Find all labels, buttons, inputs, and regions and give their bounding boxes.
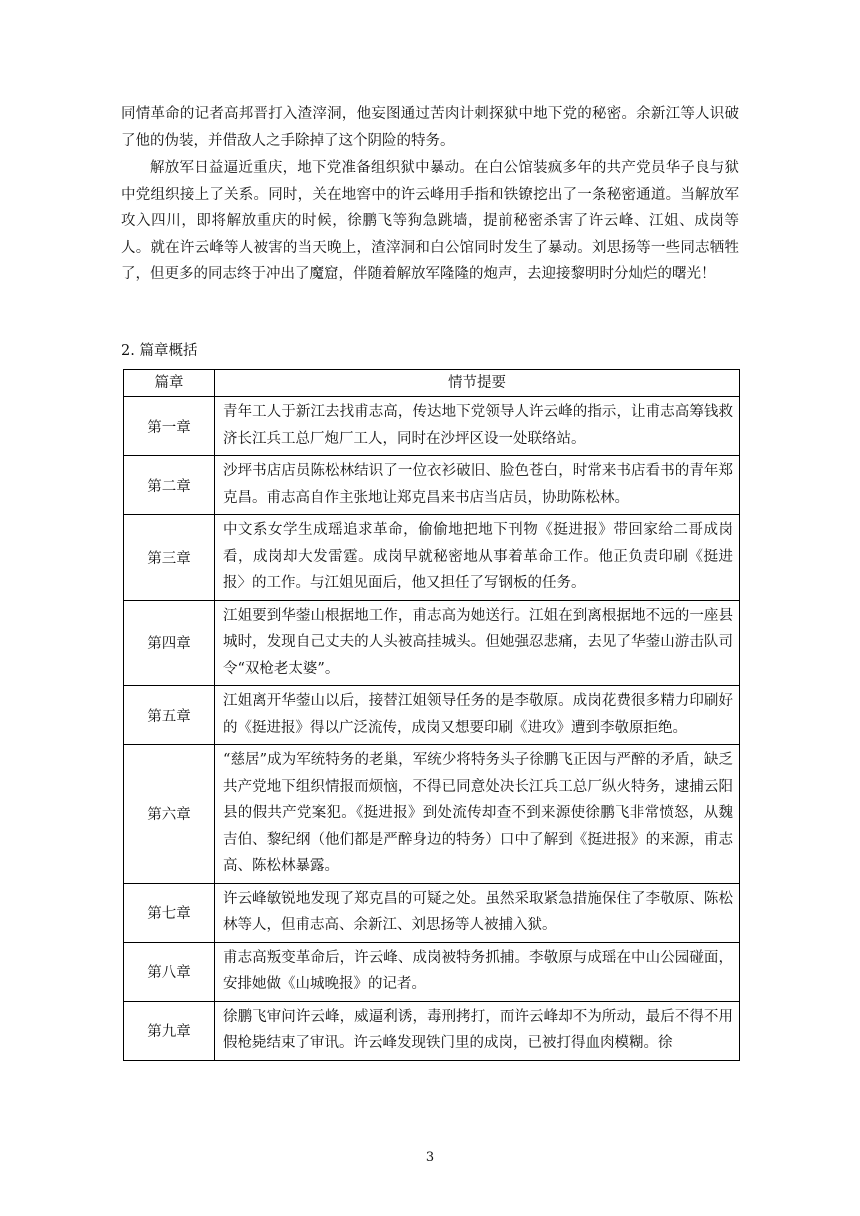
summary-cell: 青年工人于新江去找甫志高，传达地下党领导人许云峰的指示，让甫志高筹钱救济长江兵工总厂炮厂工人，同时在沙坪区设一处联络站。 bbox=[215, 397, 740, 456]
chapter-cell: 第二章 bbox=[124, 456, 215, 515]
header-summary: 情节提要 bbox=[215, 370, 740, 397]
section-heading: 2. 篇章概括 bbox=[121, 343, 198, 359]
table-row bbox=[124, 600, 740, 686]
table-row bbox=[124, 686, 740, 745]
table-row bbox=[124, 745, 740, 884]
chapter-cell: 第六章 bbox=[124, 745, 215, 884]
chapter-cell: 第八章 bbox=[124, 942, 215, 1001]
table-row bbox=[124, 883, 740, 942]
summary-cell: 江姐要到华蓥山根据地工作，甫志高为她送行。江姐在到离根据地不远的一座县城时，发现自己丈夫的人头被高挂城头。但她强忍悲痛，去见了华蓥山游击队司令“双枪老太婆”。 bbox=[215, 600, 740, 686]
table-row bbox=[124, 942, 740, 1001]
summary-cell: 甫志高叛变革命后，许云峰、成岗被特务抓捕。李敬原与成瑶在中山公园碰面，安排她做《山城晚报》的记者。 bbox=[215, 942, 740, 1001]
chapter-cell: 第九章 bbox=[124, 1001, 215, 1060]
summary-cell: “慈居”成为军统特务的老巢，军统少将特务头子徐鹏飞正因与严醉的矛盾，缺乏共产党地下组织情报而烦恼，不得已同意处决长江兵工总厂纵火特务，逮捕云阳县的假共产党案犯。《挺进报》到处流传却查不到来源使徐鹏飞非常愤怒，从魏吉伯、黎纪纲（他们都是严醉身边的特务）口中了解到《挺进报》的来源，甫志高、陈松林暴露。 bbox=[215, 745, 740, 884]
paragraph-2: 解放军日益逼近重庆，地下党准备组织狱中暴动。在白公馆装疯多年的共产党员华子良与狱中党组织接上了关系。同时，关在地窖中的许云峰用手指和铁镣挖出了一条秘密通道。当解放军攻入四川，即将解放重庆的时候，徐鹏飞等狗急跳墙，提前秘密杀害了许云峰、江姐、成岗等人。就在许云峰等人被害的当天晚上，渣滓洞和白公馆同时发生了暴动。刘思扬等一些同志牺牲了，但更多的同志终于冲出了魔窟，伴随着解放军隆隆的炮声，去迎接黎明时分灿烂的曙光！ bbox=[121, 160, 739, 282]
summary-cell: 江姐离开华蓥山以后，接替江姐领导任务的是李敬原。成岗花费很多精力印刷好的《挺进报》得以广泛流传，成岗又想要印刷《进攻》遭到李敬原拒绝。 bbox=[215, 686, 740, 745]
summary-cell: 徐鹏飞审问许云峰，威逼利诱，毒刑拷打，而许云峰却不为所动，最后不得不用假枪毙结束了审讯。许云峰发现铁门里的成岗，已被打得血肉模糊。徐 bbox=[215, 1001, 740, 1060]
table-row bbox=[124, 456, 740, 515]
chapter-cell: 第四章 bbox=[124, 600, 215, 686]
chapter-cell: 第一章 bbox=[124, 397, 215, 456]
table-header-row bbox=[124, 370, 740, 397]
chapter-cell: 第七章 bbox=[124, 883, 215, 942]
paragraph-1: 同情革命的记者高邦晋打入渣滓洞，他妄图通过苦肉计刺探狱中地下党的秘密。余新江等人识破了他的伪装，并借敌人之手除掉了这个阴险的特务。 bbox=[121, 106, 739, 149]
chapter-summary-table bbox=[123, 369, 740, 1061]
table-row bbox=[124, 515, 740, 601]
summary-cell: 中文系女学生成瑶追求革命，偷偷地把地下刊物《挺进报》带回家给二哥成岗看，成岗却大发雷霆。成岗早就秘密地从事着革命工作。他正负责印刷《挺进报〉的工作。与江姐见面后，他又担任了写钢板的任务。 bbox=[215, 515, 740, 601]
summary-cell: 许云峰敏锐地发现了郑克昌的可疑之处。虽然采取紧急措施保住了李敬原、陈松林等人，但甫志高、余新江、刘思扬等人被捕入狱。 bbox=[215, 883, 740, 942]
summary-cell: 沙坪书店店员陈松林结识了一位衣衫破旧、脸色苍白，时常来书店看书的青年郑克昌。甫志高自作主张地让郑克昌来书店当店员，协助陈松林。 bbox=[215, 456, 740, 515]
chapter-cell: 第五章 bbox=[124, 686, 215, 745]
header-chapter: 篇章 bbox=[124, 370, 215, 397]
table-row bbox=[124, 397, 740, 456]
page-number: 3 bbox=[425, 1150, 435, 1165]
table-row bbox=[124, 1001, 740, 1060]
chapter-cell: 第三章 bbox=[124, 515, 215, 601]
